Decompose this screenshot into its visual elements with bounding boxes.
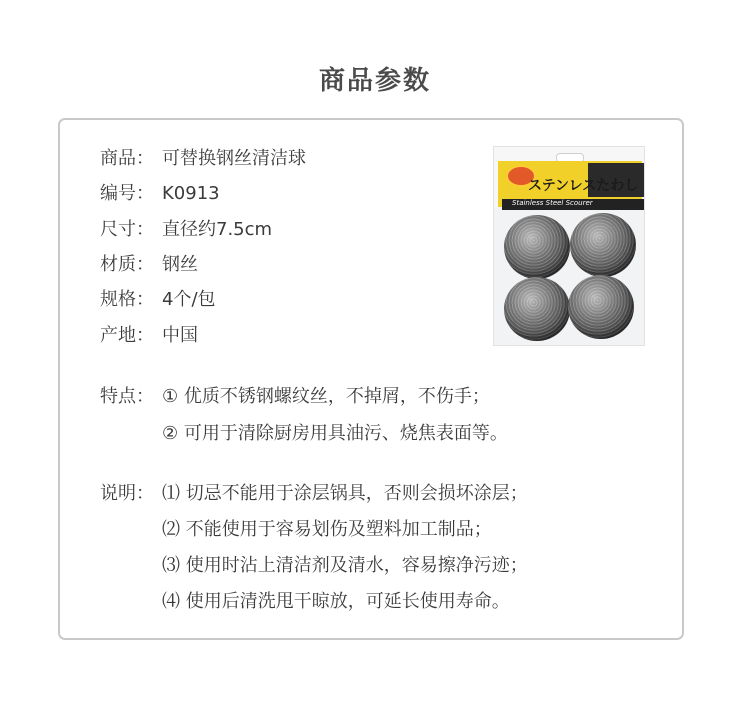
spec-value: 中国 bbox=[162, 325, 198, 346]
spec-value: 4个/包 bbox=[162, 289, 216, 310]
page-title: 商品参数 bbox=[318, 66, 431, 96]
notes-row bbox=[100, 482, 528, 506]
feature-item: ② 可用于清除厨房用具油污、烧焦表面等。 bbox=[162, 423, 508, 444]
scourer-ball bbox=[570, 213, 636, 277]
spec-label: 材质： bbox=[100, 254, 154, 275]
spec-label: 规格： bbox=[100, 289, 154, 310]
feature-item: ① 优质不锈钢螺纹丝，不掉屑，不伤手； bbox=[162, 386, 490, 407]
spec-row-material bbox=[100, 253, 198, 277]
package-en-text: Stainless Steel Scourer bbox=[512, 199, 593, 207]
features-label: 特点： bbox=[100, 386, 154, 407]
note-item: ⑷ 使用后清洗甩干晾放，可延长使用寿命。 bbox=[162, 591, 510, 612]
spec-row-code bbox=[100, 182, 220, 206]
spec-label: 商品： bbox=[100, 148, 154, 169]
spec-row-spec bbox=[100, 288, 216, 312]
spec-value: K0913 bbox=[162, 183, 220, 204]
product-image bbox=[493, 146, 645, 346]
spec-value: 可替换钢丝清洁球 bbox=[162, 148, 306, 169]
spec-row-size bbox=[100, 218, 272, 242]
spec-value: 钢丝 bbox=[162, 254, 198, 275]
spec-label: 尺寸： bbox=[100, 219, 154, 240]
spec-label: 编号： bbox=[100, 183, 154, 204]
spec-label: 产地： bbox=[100, 325, 154, 346]
spec-row-name bbox=[100, 147, 306, 171]
spec-row-origin bbox=[100, 324, 198, 348]
note-item: ⑴ 切忌不能用于涂层锅具，否则会损坏涂层； bbox=[162, 483, 528, 504]
scourer-ball bbox=[504, 277, 570, 341]
scourer-ball bbox=[504, 215, 570, 279]
note-item: ⑵ 不能使用于容易划伤及塑料加工制品； bbox=[162, 519, 492, 540]
features-row bbox=[100, 385, 490, 409]
scourer-ball bbox=[568, 275, 634, 339]
notes-label: 说明： bbox=[100, 483, 154, 504]
spec-value: 直径约7.5cm bbox=[162, 219, 273, 240]
package-label bbox=[498, 161, 642, 207]
package-header bbox=[494, 147, 645, 207]
note-item: ⑶ 使用时沾上清洁剂及清水，容易擦净污迹； bbox=[162, 555, 528, 576]
package-jp-text: ステンレスたわし bbox=[528, 178, 639, 194]
